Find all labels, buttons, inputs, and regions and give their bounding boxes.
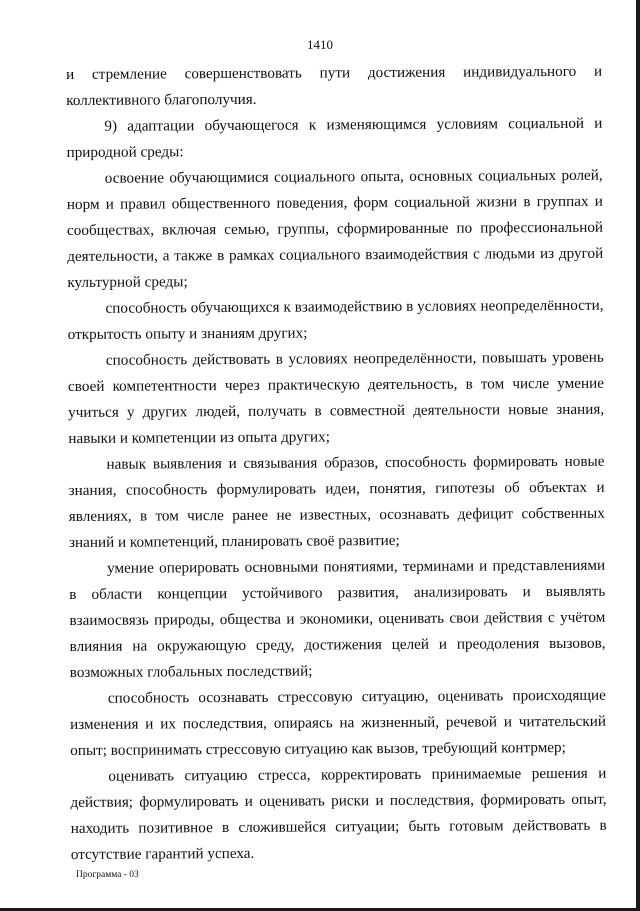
paragraph: умение оперировать основными понятиями, терминами и представлениями в области концепции устойчивого развития, анализировать и выявлять взаимосвязь природы, общества и экономики, оценивать свои действия с учётом влияния на окружающую среду, достижения целей и преодоления вызовов, возможных глобальных последствий; xyxy=(69,556,606,681)
paragraph: освоение обучающимися социального опыта, основных социальных ролей, норм и правил общественного поведения, форм социальной жизни в группах и сообществах, включая семью, группы, сформированные по профессиональной деятельности, а также в рамках социального взаимодействия с людьми из другой культурной среды; xyxy=(66,166,604,291)
scan-edge-right xyxy=(636,0,640,911)
paragraph: способность обучающихся к взаимодействию в условиях неопределённости, открытость опыту и знаниям других; xyxy=(67,296,604,343)
footer-program-label: Программа - 03 xyxy=(76,870,139,880)
paragraph-continuation: и стремление совершенствовать пути достижения индивидуального и коллективного благополучия. xyxy=(66,62,603,109)
document-body xyxy=(66,59,607,868)
page-number: 1410 xyxy=(307,37,333,52)
paragraph: способность действовать в условиях неопределённости, повышать уровень своей компетентности через практическую деятельность, в том числе умение учиться у других людей, получать в совместной деятельности новые знания, навыки и компетенции из опыта других; xyxy=(67,348,605,447)
paragraph: способность осознавать стрессовую ситуацию, оценивать происходящие изменения и их последствия, опираясь на жизненный, речевой и читательский опыт; воспринимать стрессовую ситуацию как вызов, требующий контрмер; xyxy=(69,686,607,759)
paragraph: оценивать ситуацию стресса, корректировать принимаемые решения и действия; формулировать и оценивать риски и последствия, формировать опыт, находить позитивное в сложившейся ситуации; быть готовым действовать в отсутствие гарантий успеха. xyxy=(70,764,607,863)
paragraph-item-9: 9) адаптации обучающегося к изменяющимся условиям социальной и природной среды: xyxy=(66,114,603,161)
paragraph: навык выявления и связывания образов, способность формировать новые знания, способность формулировать идеи, понятия, гипотезы об объектах и явлениях, в том числе ранее не известных, осознавать дефицит собственных знаний и компетенций, планировать своё развитие; xyxy=(68,452,605,551)
